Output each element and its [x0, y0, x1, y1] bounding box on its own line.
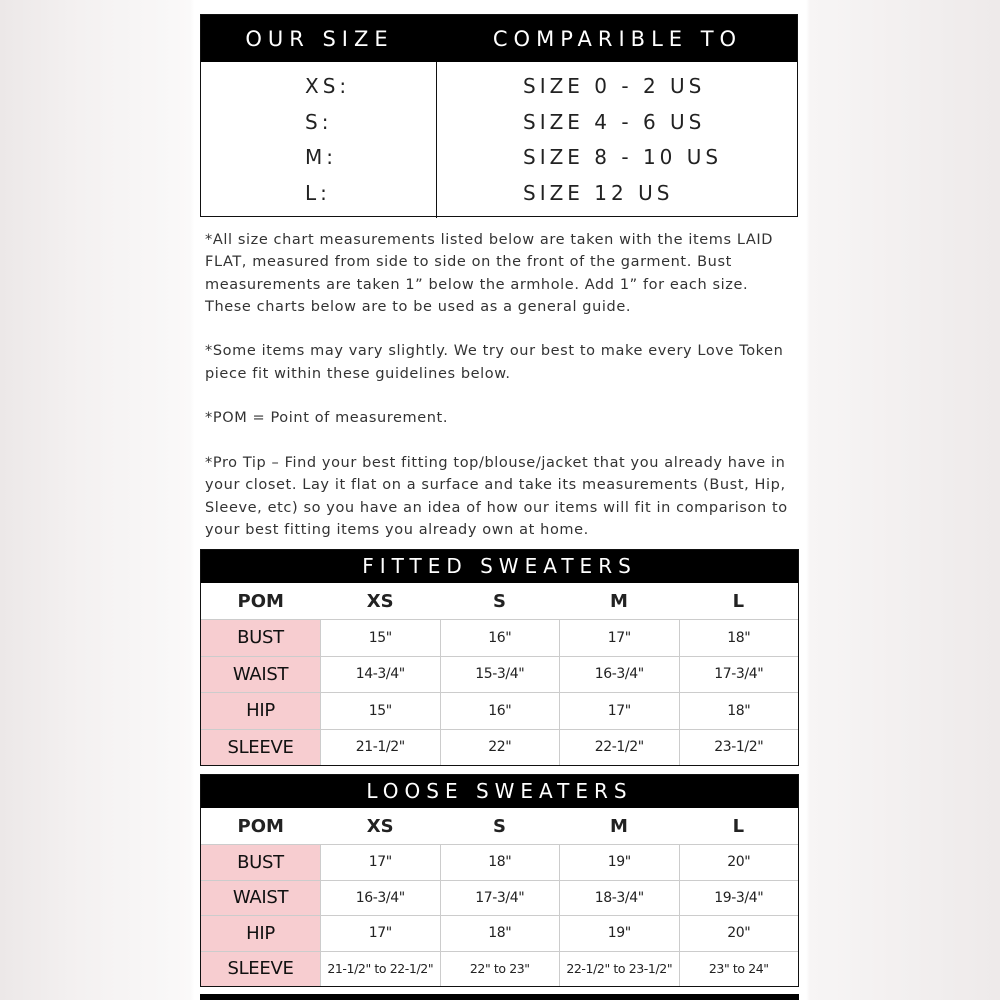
- table-row: [201, 729, 798, 766]
- our-size-column: [201, 62, 437, 218]
- measurement-notes: [205, 229, 795, 563]
- pom-label: WAIST: [201, 657, 320, 693]
- table-cell: 21-1/2": [320, 730, 440, 766]
- table-cell: 16-3/4": [320, 881, 440, 916]
- table-cell: 17": [559, 620, 679, 656]
- our-size-header: OUR SIZE: [245, 26, 394, 51]
- pom-label: SLEEVE: [201, 730, 320, 766]
- table-cell: 15": [320, 620, 440, 656]
- header-m: M: [609, 815, 628, 837]
- us-size-l: SIZE 12 US: [523, 180, 674, 205]
- table-cell: 17": [320, 916, 440, 951]
- table-cell: 21-1/2" to 22-1/2": [320, 952, 440, 987]
- table-cell: 18-3/4": [559, 881, 679, 916]
- table-cell: 16-3/4": [559, 657, 679, 693]
- header-l: L: [732, 815, 745, 837]
- pom-label: SLEEVE: [201, 952, 320, 987]
- comparable-to-header: COMPARIBLE TO: [492, 26, 743, 51]
- our-size-m: M:: [305, 145, 337, 169]
- table-cell: 17-3/4": [679, 657, 799, 693]
- header-pom: POM: [237, 590, 284, 612]
- table-cell: 16": [440, 620, 560, 656]
- loose-sweaters-title: LOOSE SWEATERS: [201, 775, 798, 808]
- table-cell: 17-3/4": [440, 881, 560, 916]
- table-cell: 18": [440, 916, 560, 951]
- table-cell: 18": [679, 693, 799, 729]
- table-row: [201, 620, 798, 656]
- table-cell: 15-3/4": [440, 657, 560, 693]
- table-cell: 22": [440, 730, 560, 766]
- table-row: [201, 656, 798, 693]
- note-pom: *POM = Point of measurement.: [205, 410, 449, 427]
- table-cell: 19": [559, 916, 679, 951]
- pom-label: HIP: [201, 916, 320, 951]
- table-cell: 20": [679, 916, 799, 951]
- pom-label: WAIST: [201, 881, 320, 916]
- pom-label: BUST: [201, 620, 320, 656]
- table-cell: 22" to 23": [440, 952, 560, 987]
- header-s: S: [493, 590, 506, 612]
- note-vary-slightly: *Some items may vary slightly. We try our best to make every Love Token piece fit within these guidelines below.: [205, 343, 784, 382]
- pom-label: HIP: [201, 693, 320, 729]
- table-cell: 16": [440, 693, 560, 729]
- table-cell: 20": [679, 845, 799, 880]
- table-row: [201, 880, 798, 916]
- pom-label: BUST: [201, 845, 320, 880]
- table-cell: 18": [679, 620, 799, 656]
- us-size-column: [437, 62, 797, 218]
- fitted-sweaters-title: FITTED SWEATERS: [201, 550, 798, 583]
- table-cell: 17": [559, 693, 679, 729]
- table-cell: 19-3/4": [679, 881, 799, 916]
- table-row: [201, 915, 798, 951]
- us-size-s: SIZE 4 - 6 US: [523, 109, 706, 134]
- table-cell: 17": [320, 845, 440, 880]
- table-row: [201, 845, 798, 880]
- fitted-sweaters-header: [201, 583, 798, 620]
- our-size-l: L:: [305, 180, 331, 205]
- size-guide-page: [194, 0, 806, 1000]
- size-comparison-header: [201, 15, 797, 62]
- note-laid-flat: *All size chart measurements listed below are taken with the items LAID FLAT, measured from side to side on the front of the garment. Bust measurements are taken 1” below the armhole. Add 1” for each size. These charts below are to be used as a general guide.: [205, 232, 774, 315]
- header-m: M: [609, 590, 628, 612]
- table-row: [201, 951, 798, 987]
- loose-sweaters-header: [201, 808, 798, 845]
- size-comparison-table: [200, 14, 798, 217]
- header-l: L: [732, 590, 745, 612]
- our-size-s: S:: [305, 109, 333, 134]
- header-xs: XS: [366, 815, 394, 837]
- table-cell: 19": [559, 845, 679, 880]
- table-cell: 22-1/2": [559, 730, 679, 766]
- note-pro-tip: *Pro Tip – Find your best fitting top/blouse/jacket that you already have in your closet. Lay it flat on a surface and take its measurements (Bust, Hip, Sleeve, etc) so you have an idea of how our items will fit in comparison to your best fitting items you already own at home.: [205, 454, 788, 538]
- our-size-xs: XS:: [305, 74, 351, 98]
- us-size-xs: SIZE 0 - 2 US: [523, 74, 706, 98]
- table-cell: 23-1/2": [679, 730, 799, 766]
- fitted-sweaters-table: [200, 549, 799, 766]
- table-cell: 22-1/2" to 23-1/2": [559, 952, 679, 987]
- table-cell: 23" to 24": [679, 952, 799, 987]
- header-xs: XS: [366, 590, 394, 612]
- table-cell: 14-3/4": [320, 657, 440, 693]
- table-cell: 18": [440, 845, 560, 880]
- loose-sweaters-table: [200, 774, 799, 987]
- next-table-header-edge: [200, 994, 799, 1000]
- us-size-m: SIZE 8 - 10 US: [523, 145, 723, 169]
- header-pom: POM: [237, 815, 284, 837]
- header-s: S: [493, 815, 506, 837]
- table-row: [201, 692, 798, 729]
- table-cell: 15": [320, 693, 440, 729]
